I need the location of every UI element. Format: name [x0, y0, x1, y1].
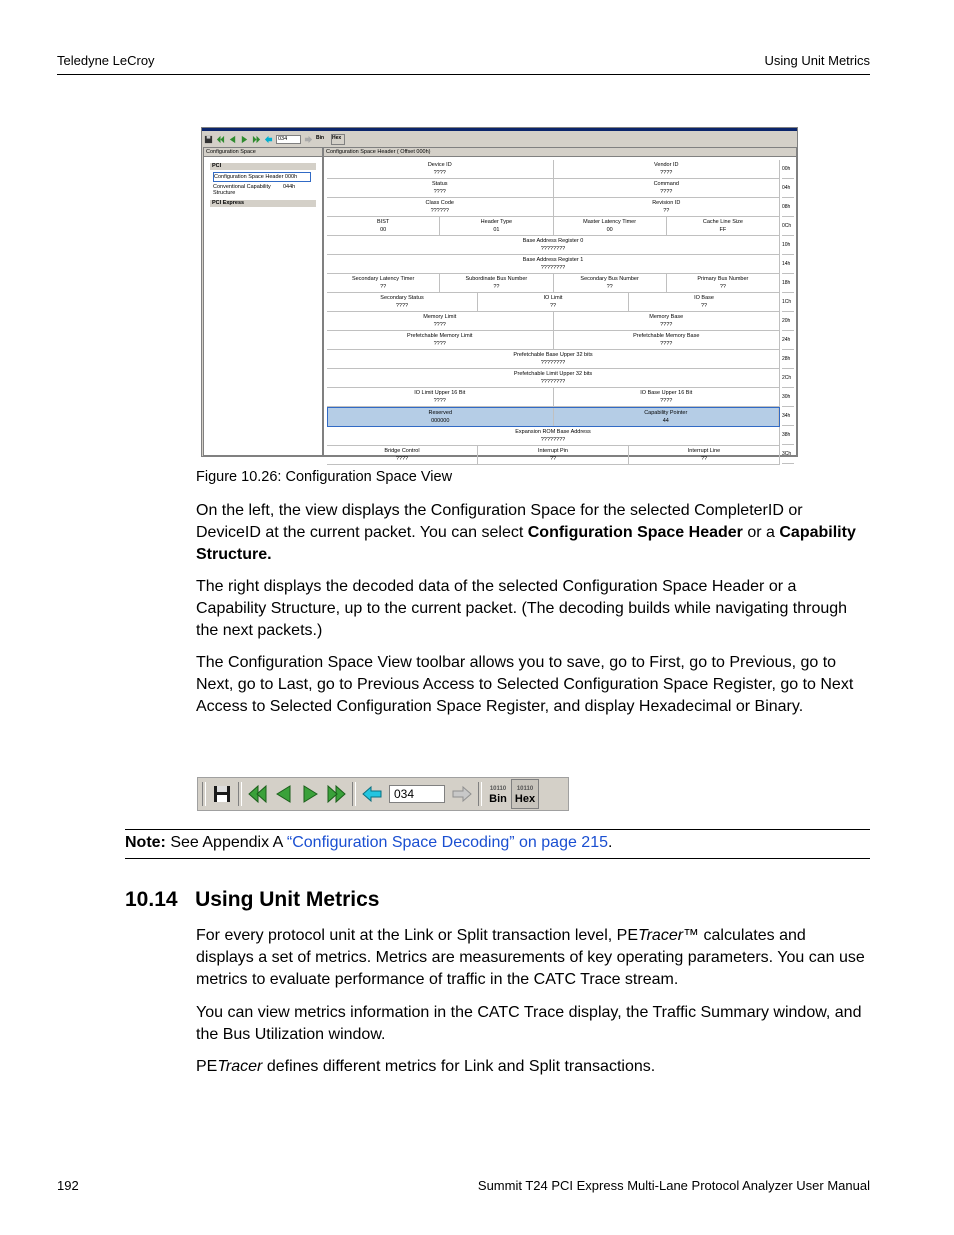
register-field-name: Class Code	[425, 200, 454, 206]
register-cell[interactable]	[327, 236, 780, 254]
register-field-name: Status	[431, 181, 448, 187]
register-field-value: ????	[433, 189, 446, 195]
register-field-value: ??	[700, 303, 708, 309]
register-cell[interactable]	[667, 217, 780, 235]
toolbar-separator	[238, 782, 242, 806]
register-row[interactable]	[327, 217, 780, 236]
tree-item-capability-label: Conventional Capability Structure	[213, 184, 271, 196]
next-access-icon[interactable]	[304, 135, 313, 144]
register-field-value: ????	[433, 170, 446, 176]
bits-icon: 10110	[489, 786, 507, 792]
register-offset: 24h	[782, 331, 794, 350]
register-field-name: Primary Bus Number	[697, 276, 749, 282]
footer-title: Summit T24 PCI Express Multi-Lane Protocol Analyzer User Manual	[477, 1178, 870, 1193]
register-offset-input[interactable]: 034	[389, 785, 445, 803]
register-field-value: ????	[660, 341, 673, 347]
register-offset: 0Ch	[782, 217, 794, 236]
register-offset: 10h	[782, 236, 794, 255]
paragraph-6	[196, 1056, 868, 1078]
register-field-name: Expansion ROM Base Address	[515, 429, 591, 435]
register-offset: 1Ch	[782, 293, 794, 312]
config-space-toolbar	[197, 777, 569, 811]
register-field-value: ??	[719, 284, 726, 290]
register-offset: 18h	[782, 274, 794, 293]
register-cell[interactable]	[440, 217, 553, 235]
register-cell[interactable]	[327, 388, 554, 406]
register-cell[interactable]	[554, 198, 781, 216]
bin-button[interactable]: Bin	[316, 134, 325, 141]
register-field-name: IO Limit Upper 16 Bit	[414, 390, 466, 396]
register-field-value: ????	[395, 303, 409, 309]
register-offset: 20h	[782, 312, 794, 331]
tree-group-pci-express[interactable]: PCI Express	[210, 200, 316, 207]
running-header-left: Teledyne LeCroy	[57, 53, 155, 68]
register-cell[interactable]	[478, 446, 629, 464]
register-cell[interactable]	[554, 217, 667, 235]
register-cell[interactable]	[327, 217, 440, 235]
register-cell[interactable]	[327, 312, 554, 330]
page-number: 192	[57, 1178, 79, 1193]
register-field-value: ????????	[540, 437, 566, 443]
register-field-value: ??	[493, 284, 500, 290]
register-offset: 34h	[782, 407, 794, 426]
config-space-detail-panel	[323, 147, 797, 462]
previous-button[interactable]	[271, 781, 297, 807]
register-field-value: ????	[660, 170, 673, 176]
register-field-value: 000000	[431, 418, 450, 424]
header-rule	[57, 74, 870, 75]
first-button[interactable]	[245, 781, 271, 807]
paragraph-3: The Configuration Space View toolbar allows you to save, go to First, go to Previous, go to Next, go to Last, go to Previous Access to Selected Configuration Space Register, go to Next Access to Selected Configuration Space Register, and display Hexadecimal or Binary.	[196, 654, 854, 715]
register-field-value: ??	[549, 456, 557, 462]
paragraph-5: You can view metrics information in the CATC Trace display, the Traffic Summary window, and the Bus Utilization window.	[196, 1004, 862, 1043]
prev-access-icon[interactable]	[264, 135, 273, 144]
register-cell[interactable]	[327, 198, 554, 216]
register-cell[interactable]	[478, 293, 629, 311]
register-field-name: Subordinate Bus Number	[465, 276, 528, 282]
right-panel-title: Configuration Space Header ( Offset 000h)	[324, 148, 796, 157]
register-field-value: ??	[663, 208, 670, 214]
register-cell[interactable]	[327, 369, 780, 387]
register-cell[interactable]	[629, 293, 780, 311]
last-icon	[325, 784, 347, 804]
section-heading	[125, 888, 379, 912]
paragraph-6-pre: PE	[196, 1058, 218, 1075]
tree-item-config-header[interactable]: Configuration Space Header 000h	[213, 172, 311, 182]
register-field-name: Revision ID	[652, 200, 681, 206]
paragraph-1-bold-1: Configuration Space Header	[527, 524, 743, 541]
next-access-button[interactable]	[449, 781, 475, 807]
note-text: See Appendix A	[165, 834, 287, 851]
register-offset: 3Ch	[782, 445, 794, 464]
register-field-name: Interrupt Pin	[538, 448, 568, 454]
binary-label: Bin	[489, 793, 507, 805]
register-cell[interactable]	[327, 350, 780, 368]
arrow-right-icon	[451, 785, 473, 803]
binary-button[interactable]	[485, 780, 511, 808]
hex-button[interactable]: Hex	[331, 134, 345, 145]
register-cell[interactable]	[554, 160, 781, 178]
register-cell[interactable]	[554, 274, 667, 292]
note-label: Note:	[125, 834, 166, 851]
register-cell[interactable]	[554, 179, 781, 197]
next-icon	[300, 784, 320, 804]
register-field-name: Secondary Latency Timer	[351, 276, 415, 282]
register-row[interactable]	[327, 274, 780, 293]
register-field-value: ????	[433, 322, 446, 328]
note	[125, 832, 612, 854]
register-field-value: 00	[380, 227, 387, 233]
register-offset: 04h	[782, 179, 794, 198]
register-field-value: ????????	[540, 379, 566, 385]
tree-item-capability-offset: 044h	[283, 184, 296, 190]
figure-toolbar	[202, 131, 799, 147]
register-row[interactable]	[327, 369, 780, 388]
register-field-name: Capability Pointer	[644, 410, 688, 416]
register-offset: 14h	[782, 255, 794, 274]
first-icon	[247, 784, 269, 804]
paragraph-6-italic: Tracer	[217, 1058, 263, 1075]
running-header-right: Using Unit Metrics	[764, 53, 870, 68]
register-field-value: ????	[660, 322, 673, 328]
register-field-name: IO Limit	[543, 295, 563, 301]
register-field-value: 44	[662, 418, 669, 424]
register-cell[interactable]	[667, 274, 780, 292]
register-field-name: Interrupt Line	[687, 448, 721, 454]
arrow-left-icon	[361, 785, 383, 803]
register-row[interactable]	[327, 255, 780, 274]
paragraph-4-italic: Tracer	[638, 927, 684, 944]
register-row[interactable]	[327, 179, 780, 198]
register-field-value: FF	[719, 227, 727, 233]
register-offset: 2Ch	[782, 369, 794, 388]
register-cell[interactable]	[327, 331, 554, 349]
register-cell[interactable]	[440, 274, 553, 292]
paragraph-4-pre: For every protocol unit at the Link or Split transaction level, PE	[196, 927, 638, 944]
next-button[interactable]	[297, 781, 323, 807]
note-end: .	[608, 834, 613, 851]
register-cell[interactable]	[554, 331, 781, 349]
tree-item-capability[interactable]	[213, 184, 322, 196]
save-icon[interactable]	[204, 135, 213, 144]
paragraph-1-text: On the left, the view displays the Configuration Space for the selected CompleterID or DeviceID at the current packet. You can select	[196, 502, 803, 541]
paragraph-2: The right displays the decoded data of the selected Configuration Space Header or a Capability Structure, up to the current packet. (The decoding builds while navigating through the next packets.)	[196, 578, 848, 639]
register-offset: 30h	[782, 388, 794, 407]
first-icon[interactable]	[216, 135, 225, 144]
register-cell[interactable]	[327, 255, 780, 273]
register-field-value: 00	[606, 227, 613, 233]
last-icon[interactable]	[252, 135, 261, 144]
bits-icon: 10110	[516, 786, 534, 792]
register-field-value: ????	[395, 456, 409, 462]
register-offset: 00h	[782, 160, 794, 179]
register-field-value: 01	[493, 227, 500, 233]
register-row[interactable]	[327, 446, 780, 465]
register-field-name: Base Address Register 1	[522, 257, 584, 263]
note-rule-bottom	[125, 858, 870, 859]
register-offset-input[interactable]: 034	[276, 135, 301, 144]
register-field-name: BIST	[377, 219, 390, 225]
note-link[interactable]: “Configuration Space Decoding” on page 215	[286, 834, 608, 851]
register-cell[interactable]	[327, 427, 780, 445]
hex-button[interactable]	[511, 779, 539, 809]
hex-label: Hex	[514, 793, 536, 805]
register-offset: 38h	[782, 426, 794, 445]
register-field-value: ??	[380, 284, 387, 290]
config-space-tree-panel	[203, 147, 323, 456]
register-field-name: Prefetchable Limit Upper 32 bits	[513, 371, 593, 377]
register-row[interactable]	[327, 312, 780, 331]
previous-icon	[274, 784, 294, 804]
register-field-name: Device ID	[427, 162, 452, 168]
register-field-value: ??	[606, 284, 613, 290]
register-row[interactable]	[327, 350, 780, 369]
paragraph-1-mid: or a	[742, 524, 780, 541]
next-icon[interactable]	[240, 135, 249, 144]
register-row[interactable]	[327, 198, 780, 217]
left-panel-title: Configuration Space	[204, 148, 322, 157]
register-field-name: Cache Line Size	[702, 219, 743, 225]
register-cell[interactable]	[327, 446, 478, 464]
register-field-name: Header Type	[480, 219, 513, 225]
register-field-name: Master Latency Timer	[583, 219, 637, 225]
register-cell[interactable]	[328, 408, 554, 426]
register-field-value: ??	[700, 456, 708, 462]
register-cell[interactable]	[327, 160, 554, 178]
register-row[interactable]	[327, 160, 780, 179]
register-row[interactable]	[327, 236, 780, 255]
register-field-value: ??????	[430, 208, 449, 214]
register-field-name: Memory Limit	[423, 314, 457, 320]
register-field-name: Prefetchable Base Upper 32 bits	[513, 352, 593, 358]
register-field-name: Base Address Register 0	[522, 238, 584, 244]
register-field-value: ????	[660, 398, 673, 404]
register-field-name: Secondary Bus Number	[580, 276, 639, 282]
register-field-value: ????	[433, 341, 446, 347]
register-grid	[327, 160, 780, 465]
register-offset: 08h	[782, 198, 794, 217]
previous-access-button[interactable]	[359, 781, 385, 807]
register-cell[interactable]	[327, 179, 554, 197]
register-field-name: Vendor ID	[654, 162, 679, 168]
last-button[interactable]	[323, 781, 349, 807]
register-row[interactable]	[327, 388, 780, 407]
figure-caption: Figure 10.26: Configuration Space View	[196, 469, 453, 485]
register-field-value: ????????	[540, 246, 566, 252]
register-field-name: Command	[653, 181, 679, 187]
section-number: 10.14	[125, 888, 178, 911]
register-field-name: Prefetchable Memory Limit	[407, 333, 473, 339]
register-cell[interactable]	[327, 293, 478, 311]
paragraph-4	[196, 925, 868, 991]
register-cell[interactable]	[629, 446, 780, 464]
register-cell[interactable]	[554, 408, 780, 426]
paragraph-6-post: defines different metrics for Link and Split transactions.	[262, 1058, 656, 1075]
register-field-value: ????????	[540, 265, 566, 271]
register-cell[interactable]	[327, 274, 440, 292]
register-row[interactable]	[327, 427, 780, 446]
register-row[interactable]	[327, 407, 780, 427]
register-field-name: Memory Base	[649, 314, 684, 320]
section-title: Using Unit Metrics	[195, 888, 380, 911]
register-offset: 28h	[782, 350, 794, 369]
register-field-name: Bridge Control	[384, 448, 420, 454]
register-field-name: IO Base	[694, 295, 714, 301]
paragraph-4-post: ™ calculates and displays a set of metrics. Metrics are measurements of key operating parameters. You can use metrics to evaluate performance of traffic in the CATC Trace stream.	[196, 927, 865, 988]
register-row[interactable]	[327, 331, 780, 350]
register-field-value: ????	[433, 398, 446, 404]
toolbar-grip	[202, 782, 206, 806]
register-cell[interactable]	[554, 312, 781, 330]
register-field-name: Reserved	[428, 410, 453, 416]
paragraph-1-bold-2: Capability Structure.	[196, 524, 856, 563]
note-rule-top	[125, 829, 870, 830]
toolbar-separator	[478, 782, 482, 806]
save-button[interactable]	[209, 781, 235, 807]
register-field-value: ????	[660, 189, 673, 195]
register-field-value: ??	[549, 303, 557, 309]
register-row[interactable]	[327, 293, 780, 312]
save-icon	[212, 784, 232, 804]
register-offsets	[782, 160, 794, 464]
register-field-name: IO Base Upper 16 Bit	[640, 390, 693, 396]
toolbar-separator	[352, 782, 356, 806]
tree-group-pci[interactable]: PCI	[210, 163, 316, 170]
previous-icon[interactable]	[228, 135, 237, 144]
register-cell[interactable]	[554, 388, 781, 406]
register-field-value: ????????	[540, 360, 566, 366]
register-field-name: Prefetchable Memory Base	[633, 333, 700, 339]
register-field-name: Secondary Status	[380, 295, 424, 301]
config-space-screenshot	[201, 127, 798, 462]
paragraph-1	[196, 500, 868, 566]
